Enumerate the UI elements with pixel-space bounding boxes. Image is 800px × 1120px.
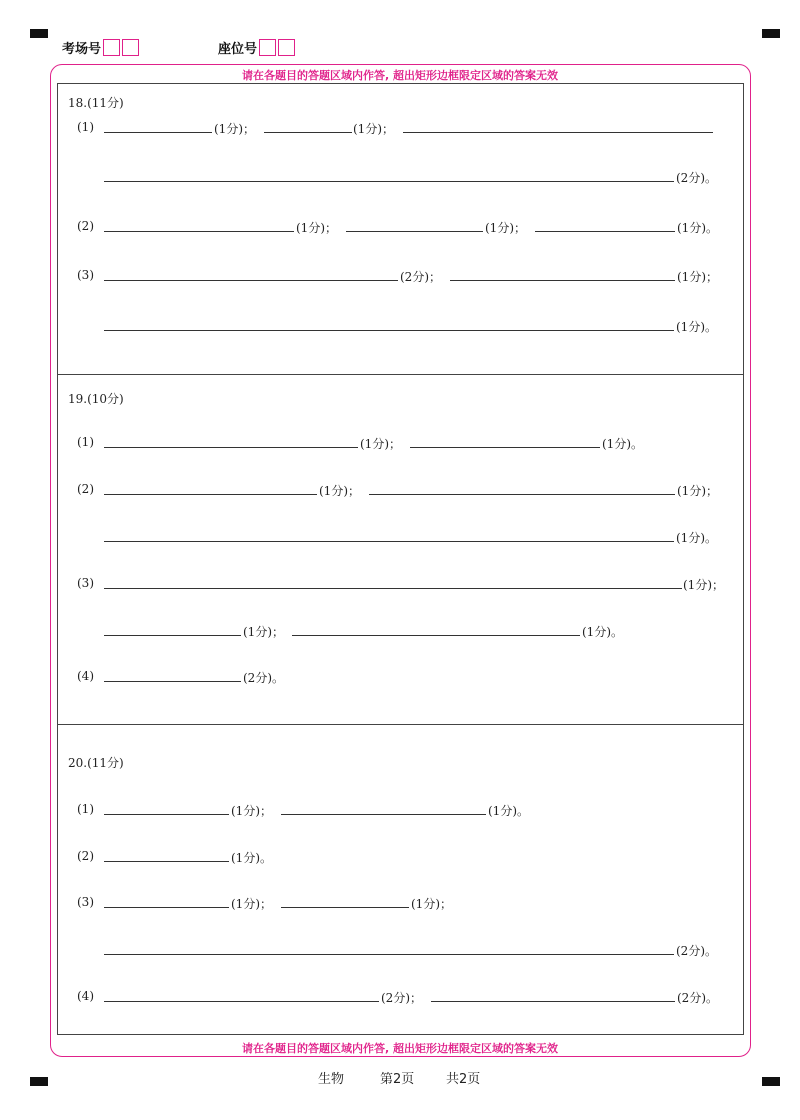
q18-score: (1分)； xyxy=(353,122,394,136)
q18-answer-line[interactable] xyxy=(104,330,674,331)
q19-answer-line[interactable] xyxy=(104,635,241,636)
q20-score: (2分)； xyxy=(381,991,422,1005)
question-20-title: 20.(11分) xyxy=(68,756,124,770)
question-18-title: 18.(11分) xyxy=(68,96,124,110)
seat-label: 座位号 xyxy=(218,42,258,57)
exam-room-box-2[interactable] xyxy=(122,39,139,56)
q20-score: (1分)； xyxy=(231,804,272,818)
q20-part1-label: (1) xyxy=(77,802,94,816)
q20-part4-label: (4) xyxy=(77,989,94,1003)
q19-score: (1分)。 xyxy=(676,531,717,545)
q19-answer-line[interactable] xyxy=(292,635,580,636)
q18-part1-label: (1) xyxy=(77,120,94,134)
seat-box-1[interactable] xyxy=(259,39,276,56)
q19-part3-label: (3) xyxy=(77,576,94,590)
q18-answer-line[interactable] xyxy=(104,280,398,281)
registration-mark-top-left xyxy=(30,29,48,38)
notice-bottom: 请在各题目的答题区域内作答, 超出矩形边框限定区域的答案无效 xyxy=(241,1042,558,1055)
q20-score: (1分)。 xyxy=(231,851,272,865)
registration-mark-top-right xyxy=(762,29,780,38)
q18-answer-line[interactable] xyxy=(450,280,675,281)
question-19-title: 19.(10分) xyxy=(68,392,124,406)
q20-part3-label: (3) xyxy=(77,895,94,909)
q18-score: (2分)； xyxy=(400,270,441,284)
q19-score: (1分)。 xyxy=(582,625,623,639)
q20-answer-line[interactable] xyxy=(104,907,229,908)
footer-page-number: 第2页 xyxy=(380,1072,415,1087)
q18-answer-line[interactable] xyxy=(346,231,483,232)
q18-answer-line[interactable] xyxy=(264,132,352,133)
q19-answer-line[interactable] xyxy=(104,494,317,495)
seat-field xyxy=(218,38,295,57)
q19-answer-line[interactable] xyxy=(369,494,675,495)
q20-answer-line[interactable] xyxy=(104,1001,379,1002)
q19-answer-line[interactable] xyxy=(104,447,358,448)
q20-score: (1分)； xyxy=(411,897,452,911)
exam-room-label: 考场号 xyxy=(62,42,102,57)
q20-answer-line[interactable] xyxy=(104,814,229,815)
q20-score: (2分)。 xyxy=(677,991,718,1005)
question-18-section xyxy=(57,83,744,375)
q20-answer-line[interactable] xyxy=(281,814,486,815)
q20-answer-line[interactable] xyxy=(431,1001,675,1002)
q19-score: (1分)； xyxy=(319,484,360,498)
q20-answer-line[interactable] xyxy=(281,907,409,908)
q18-answer-line[interactable] xyxy=(104,231,294,232)
footer-subject: 生物 xyxy=(318,1072,345,1087)
q18-score: (1分)。 xyxy=(676,320,717,334)
q19-score: (1分)； xyxy=(677,484,718,498)
q19-answer-line[interactable] xyxy=(104,541,674,542)
q20-score: (1分)； xyxy=(231,897,272,911)
question-19-section xyxy=(57,374,744,725)
q20-part2-label: (2) xyxy=(77,849,94,863)
q18-score: (1分)； xyxy=(214,122,255,136)
q18-answer-line[interactable] xyxy=(104,181,674,182)
q20-answer-line[interactable] xyxy=(104,954,674,955)
q18-score: (1分)； xyxy=(296,221,337,235)
q19-score: (1分)； xyxy=(683,578,724,592)
q18-answer-line[interactable] xyxy=(535,231,675,232)
q19-score: (1分)。 xyxy=(602,437,643,451)
q18-score: (1分)； xyxy=(485,221,526,235)
registration-mark-bottom-left xyxy=(30,1077,48,1086)
q18-answer-line[interactable] xyxy=(104,132,212,133)
q20-answer-line[interactable] xyxy=(104,861,229,862)
q18-score: (2分)。 xyxy=(676,171,717,185)
seat-box-2[interactable] xyxy=(278,39,295,56)
q19-score: (2分)。 xyxy=(243,671,284,685)
registration-mark-bottom-right xyxy=(762,1077,780,1086)
exam-room-box-1[interactable] xyxy=(103,39,120,56)
footer-total-pages: 共2页 xyxy=(446,1072,481,1087)
notice-top: 请在各题目的答题区域内作答, 超出矩形边框限定区域的答案无效 xyxy=(241,69,558,82)
q19-answer-line[interactable] xyxy=(104,588,682,589)
q18-score: (1分)。 xyxy=(677,221,718,235)
q19-part4-label: (4) xyxy=(77,669,94,683)
q18-part2-label: (2) xyxy=(77,219,94,233)
q19-part2-label: (2) xyxy=(77,482,94,496)
exam-room-field xyxy=(62,38,139,57)
q19-part1-label: (1) xyxy=(77,435,94,449)
q19-answer-line[interactable] xyxy=(410,447,600,448)
q18-answer-line[interactable] xyxy=(403,132,713,133)
q18-score: (1分)； xyxy=(677,270,718,284)
q18-part3-label: (3) xyxy=(77,268,94,282)
q19-answer-line[interactable] xyxy=(104,681,241,682)
q20-score: (2分)。 xyxy=(676,944,717,958)
q19-score: (1分)； xyxy=(360,437,401,451)
q20-score: (1分)。 xyxy=(488,804,529,818)
q19-score: (1分)； xyxy=(243,625,284,639)
